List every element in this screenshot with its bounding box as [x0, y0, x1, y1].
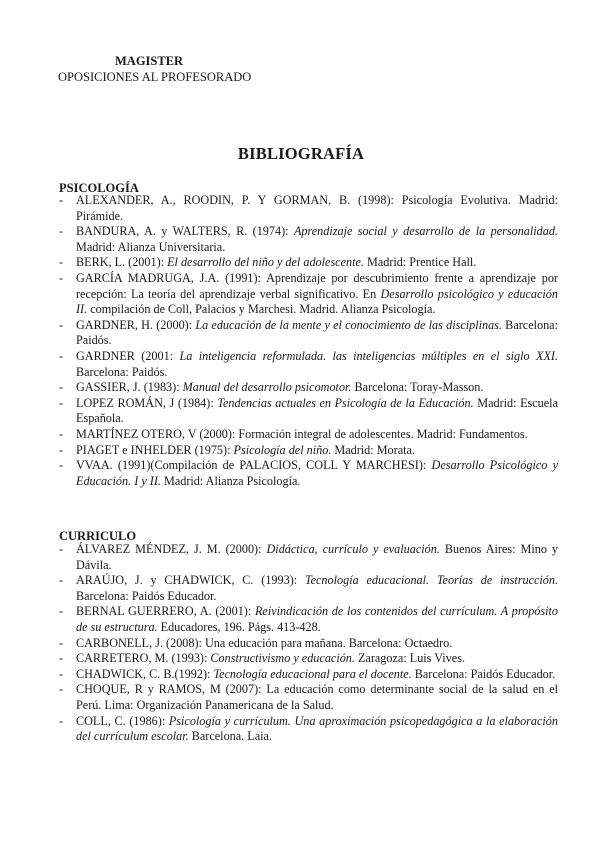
- entry-ital: La inteligencia reformulada. las inteligencias múltiples en el siglo XXI.: [179, 348, 558, 363]
- entry-post: Barcelona: Paidós Educador.: [411, 666, 556, 681]
- entry-post: Barcelona. Laia.: [188, 729, 272, 744]
- entry-pre: COLL, C. (1986):: [76, 713, 169, 728]
- bibliography-entry: [59, 349, 558, 380]
- list-dash: -: [59, 426, 64, 441]
- entry-post: Madrid: Prentice Hall.: [363, 255, 477, 270]
- bibliography-entry: [59, 636, 558, 652]
- entry-post: Madrid: Escuela Española.: [76, 395, 558, 426]
- entry-ital: Desarrollo psicológico y educación II.: [76, 286, 558, 317]
- bibliography-entry: [59, 573, 558, 604]
- entry-pre: CHADWICK, C. B.(1992):: [76, 666, 214, 681]
- entry-post: Barcelona: Toray-Masson.: [351, 380, 484, 395]
- list-dash: -: [59, 442, 64, 457]
- entry-ital: Tecnología educacional para el docente.: [213, 666, 412, 681]
- entry-ital: El desarrollo del niño y del adolescente.: [167, 255, 364, 270]
- list-dash: -: [59, 348, 64, 363]
- entry-ital: Constructivismo y educación.: [210, 651, 355, 666]
- header: [58, 53, 251, 85]
- entry-pre: BERNAL GUERRERO, A. (2001):: [76, 604, 255, 619]
- entry-pre: CARRETERO, M. (1993):: [76, 651, 211, 666]
- list-dash: -: [59, 651, 64, 666]
- bibliography-entry: [59, 396, 558, 427]
- entry-pre: CARBONELL, J. (2008): Una educación para mañana. Barcelona: Octaedro.: [76, 635, 453, 650]
- list-dash: -: [59, 270, 64, 285]
- page-title: BIBLIOGRAFÍA: [237, 144, 365, 163]
- bibliography-entry: [59, 255, 558, 271]
- entry-post: Barcelona: Paidós.: [76, 364, 168, 379]
- entry-ital: Tendencias actuales en Psicología de la Educación.: [217, 395, 474, 410]
- list-dash: -: [59, 193, 64, 207]
- entry-ital: Psicología y currículum. Una aproximación psicopedagógica a la elaboración del currículum escolar.: [76, 713, 558, 744]
- bibliography-entry: [59, 427, 558, 443]
- entry-pre: ÁLVAREZ MÉNDEZ, J. M. (2000):: [76, 542, 267, 556]
- entry-post: Buenos Aires: Mino y Dávila.: [76, 542, 558, 572]
- list-dash: -: [59, 573, 64, 588]
- list-dash: -: [59, 224, 64, 239]
- list-dash: -: [59, 317, 64, 332]
- entry-pre: ALEXANDER, A., ROODIN, P. Y GORMAN, B. (1998): Psicología Evolutiva. Madrid: Pirámide.: [76, 193, 558, 223]
- list-dash: -: [59, 635, 64, 650]
- entry-ital: Desarrollo Psicológico y Educación. I y II.: [76, 458, 558, 488]
- bibliography-entry: [59, 458, 558, 489]
- entry-post: Madrid: Morata.: [331, 442, 415, 457]
- bibliography-entry: [59, 193, 558, 224]
- bibliography-entry: [59, 318, 558, 349]
- list-dash: -: [59, 255, 64, 270]
- list-dash: -: [59, 458, 64, 473]
- entry-post: compilación de Coll, Palacios y Marchesi. Madrid. Alianza Psicología.: [87, 302, 436, 317]
- entry-ital: Manual del desarrollo psicomotor.: [182, 380, 352, 395]
- entry-pre: BERK, L. (2001):: [76, 255, 168, 270]
- list-dash: -: [59, 713, 64, 728]
- bibliography-list-curriculo: [59, 542, 558, 745]
- list-dash: -: [59, 666, 64, 681]
- entry-ital: Didáctica, currículo y evaluación.: [266, 542, 440, 556]
- entry-post: Madrid: Alianza Psicología.: [160, 473, 301, 488]
- bibliography-entry: [59, 682, 558, 713]
- entry-pre: GARDNER (2001:: [76, 348, 180, 363]
- entry-post: Barcelona: Paidós.: [76, 317, 558, 348]
- bibliography-entry: [59, 651, 558, 667]
- entry-pre: GASSIER, J. (1983):: [76, 380, 183, 395]
- entry-pre: PIAGET e INHELDER (1975):: [76, 442, 234, 457]
- section-title-psicologia: PSICOLOGÍA: [59, 181, 139, 195]
- bibliography-entry: [59, 380, 558, 396]
- bibliography-entry: [59, 604, 558, 635]
- entry-ital: La educación de la mente y el conocimiento de las disciplinas.: [195, 317, 502, 332]
- bibliography-entry: [59, 667, 558, 683]
- bibliography-entry: [59, 271, 558, 318]
- list-dash: -: [59, 682, 64, 697]
- entry-pre: GARCÍA MADRUGA, J.A. (1991): Aprendizaje por descubrimiento frente a aprendizaje por recepción: La teoría del aprendizaje verbal significativo. En: [76, 270, 558, 301]
- entry-pre: BANDURA, A. y WALTERS, R. (1974):: [76, 224, 294, 239]
- org-name: MAGISTER: [115, 54, 184, 68]
- section-title-curriculo: CURRICULO: [59, 529, 137, 543]
- entry-pre: LOPEZ ROMÁN, J (1984):: [76, 395, 218, 410]
- bibliography-entry: [59, 542, 558, 573]
- bibliography-entry: [59, 714, 558, 745]
- entry-pre: GARDNER, H. (2000):: [76, 317, 196, 332]
- entry-post: Madrid: Alianza Universitaria.: [76, 239, 226, 254]
- entry-ital: Tecnología educacional. Teorías de instrucción.: [304, 573, 559, 588]
- entry-ital: Aprendizaje social y desarrollo de la personalidad.: [293, 224, 558, 239]
- entry-ital: Reivindicación de los contenidos del currículum. A propósito de su estructura.: [76, 604, 559, 634]
- list-dash: -: [59, 542, 64, 556]
- bibliography-list-psicologia: [59, 193, 558, 489]
- entry-post: Barcelona: Paidós Educador.: [76, 588, 217, 603]
- list-dash: -: [59, 604, 64, 619]
- bibliography-entry: [59, 443, 558, 459]
- bibliography-entry: [59, 224, 558, 255]
- entry-ital: Psicología del niño.: [233, 442, 332, 457]
- entry-pre: MARTÍNEZ OTERO, V (2000): Formación integral de adolescentes. Madrid: Fundamentos.: [76, 426, 528, 441]
- entry-post: Educadores, 196. Págs. 413-428.: [157, 619, 321, 634]
- list-dash: -: [59, 395, 64, 410]
- entry-post: Zaragoza: Luis Vives.: [354, 651, 465, 666]
- header-subtitle: OPOSICIONES AL PROFESORADO: [58, 70, 252, 84]
- entry-pre: VVAA. (1991)(Compilación de PALACIOS, COLL Y MARCHESI):: [76, 458, 432, 473]
- entry-pre: ARAÚJO, J. y CHADWICK, C. (1993):: [76, 573, 305, 588]
- entry-pre: CHOQUE, R y RAMOS, M (2007): La educación como determinante social de la salud en el Perú. Lima: Organización Panamericana de la Salud.: [76, 682, 558, 712]
- list-dash: -: [59, 380, 64, 395]
